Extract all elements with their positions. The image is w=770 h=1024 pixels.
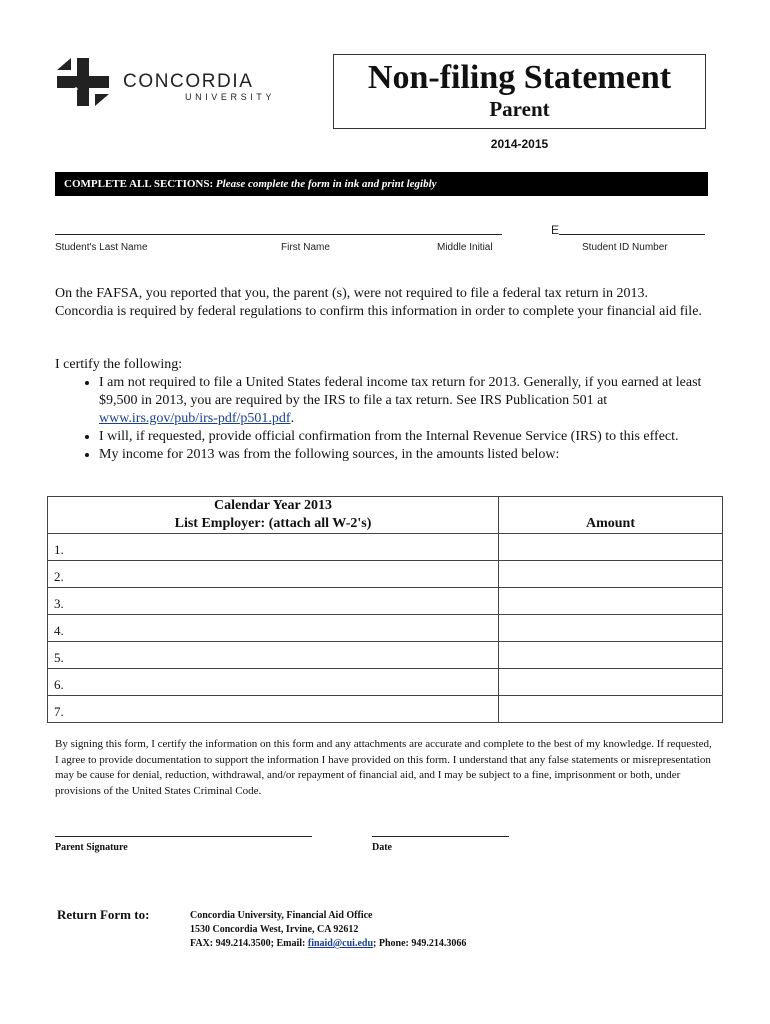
certify-heading: I certify the following: — [55, 357, 183, 372]
list-item — [99, 374, 705, 428]
date-field[interactable] — [372, 836, 509, 837]
instructions-banner — [55, 172, 708, 196]
employer-cell[interactable]: 4. — [48, 615, 499, 642]
title-box — [333, 54, 706, 129]
award-year: 2014-2015 — [490, 137, 549, 151]
date-label: Date — [372, 842, 392, 853]
amount-cell[interactable] — [499, 561, 723, 588]
first-name-label: First Name — [281, 242, 330, 253]
student-id-field[interactable] — [559, 234, 705, 235]
table-row — [48, 561, 723, 588]
certification-paragraph: By signing this form, I certify the information on this form and any attachments are accurate and complete to the best of my knowledge. If requested, I agree to provide documentation to support the information I have provided on this form. I understand that any false statements or misrepresentation may be cause for denial, reduction, withdrawal, and/or repayment of financial aid, and I may be subject to a fine, imprisonment or both, under provisions of the United States Criminal Code. — [55, 738, 712, 797]
table-row — [48, 615, 723, 642]
amount-cell[interactable] — [499, 615, 723, 642]
employer-header: List Employer: (attach all W-2's) — [48, 515, 499, 534]
bullet-1-end: . — [290, 411, 295, 426]
certify-section — [55, 356, 705, 464]
page-title: Non-filing Statement — [367, 59, 672, 96]
last-name-label: Student's Last Name — [55, 242, 148, 253]
student-id-label: Student ID Number — [582, 242, 668, 253]
list-item: • I will, if requested, provide official confirmation from the Internal Revenue Service (IRS) to this effect. — [99, 428, 705, 446]
table-row — [48, 669, 723, 696]
table-caption: Calendar Year 2013 — [48, 497, 499, 516]
concordia-cross-icon — [57, 58, 109, 106]
amount-cell[interactable] — [499, 696, 723, 723]
banner-italic: Please complete the form in ink and print legibly — [215, 178, 437, 190]
employer-cell[interactable]: 1. — [48, 534, 499, 561]
page-subtitle: Parent — [489, 97, 550, 121]
email-link[interactable]: finaid@cui.edu — [307, 938, 374, 949]
table-row — [48, 696, 723, 723]
income-table — [47, 496, 723, 723]
fax-text: FAX: 949.214.3500; Email: — [190, 938, 308, 949]
table-row — [48, 588, 723, 615]
intro-paragraph: On the FAFSA, you reported that you, the parent (s), were not required to file a federal tax return in 2013. Concordia is required by federal regulations to confirm this information in order to complete your financial aid file. — [55, 286, 702, 319]
logo-name: CONCORDIA — [123, 71, 254, 92]
table-row — [48, 534, 723, 561]
parent-signature-label: Parent Signature — [55, 842, 128, 853]
certify-list — [55, 374, 705, 464]
parent-signature-field[interactable] — [55, 836, 312, 837]
student-name-field[interactable] — [55, 234, 502, 235]
middle-initial-label: Middle Initial — [437, 242, 493, 253]
amount-cell[interactable] — [499, 642, 723, 669]
employer-cell[interactable]: 2. — [48, 561, 499, 588]
amount-header-spacer — [499, 497, 723, 516]
logo-subtitle: UNIVERSITY — [185, 92, 276, 102]
irs-publication-link[interactable]: www.irs.gov/pub/irs-pdf/p501.pdf — [99, 411, 291, 426]
amount-cell[interactable] — [499, 534, 723, 561]
return-form-label: Return Form to: — [57, 907, 150, 922]
employer-cell[interactable]: 7. — [48, 696, 499, 723]
employer-cell[interactable]: 5. — [48, 642, 499, 669]
bullet-1-text: I am not required to file a United States federal income tax return for 2013. Generally, if you earned at least $9,500 in 2013, you are required by the IRS to file a tax return. See IRS Publication 501 at — [99, 375, 702, 408]
table-row — [48, 642, 723, 669]
employer-cell[interactable]: 3. — [48, 588, 499, 615]
address-line-1: Concordia University, Financial Aid Office — [190, 910, 373, 921]
address-line-2: 1530 Concordia West, Irvine, CA 92612 — [190, 924, 359, 935]
amount-header: Amount — [499, 515, 723, 534]
employer-cell[interactable]: 6. — [48, 669, 499, 696]
amount-cell[interactable] — [499, 669, 723, 696]
list-item: • My income for 2013 was from the following sources, in the amounts listed below: — [99, 446, 705, 464]
banner-bold: COMPLETE ALL SECTIONS: — [64, 178, 214, 190]
student-id-prefix: E — [551, 223, 560, 237]
contact-line — [190, 937, 466, 951]
return-address — [190, 909, 466, 951]
amount-cell[interactable] — [499, 588, 723, 615]
phone-text: ; Phone: 949.214.3066 — [373, 938, 467, 949]
